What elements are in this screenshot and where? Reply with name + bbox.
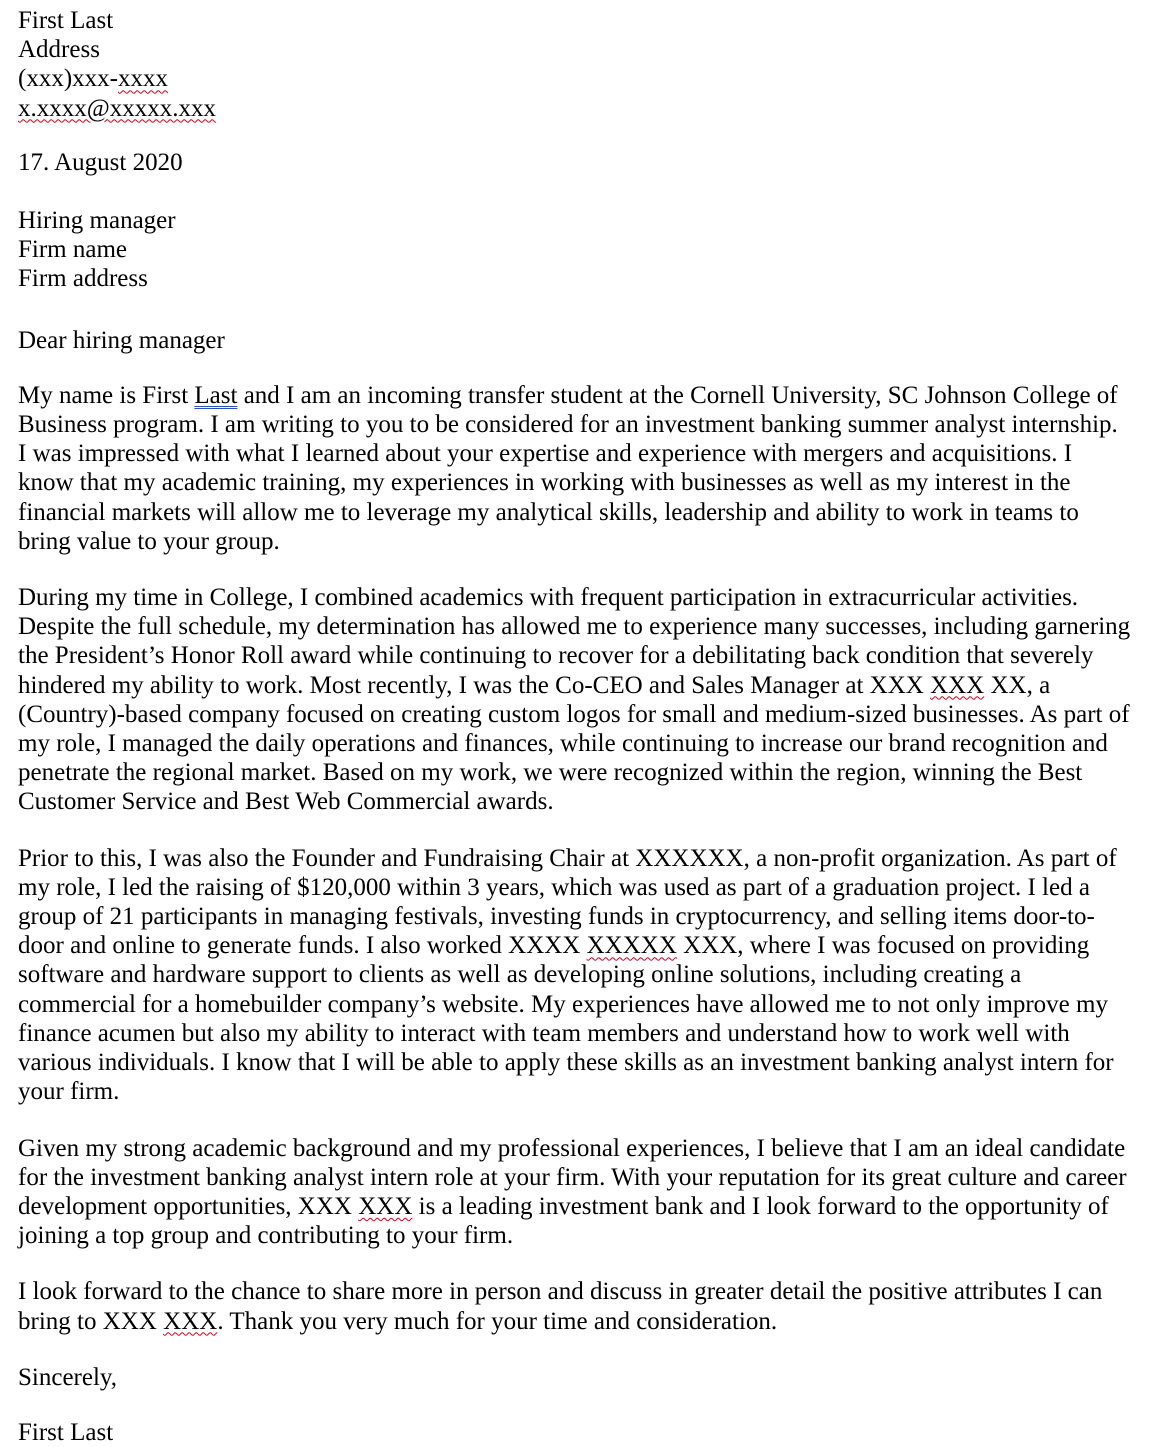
recipient-title: Hiring manager xyxy=(18,207,176,235)
paragraph-line: my role, I led the raising of $120,000 within 3 years, which was used as part of a graduation project. I led a xyxy=(18,873,1090,901)
letter-date: 17. August 2020 xyxy=(18,148,183,176)
paragraph-line: Prior to this, I was also the Founder and Fundraising Chair at XXXXXX, a non-profit organization. As part of xyxy=(18,844,1117,872)
paragraph-line: (Country)-based company focused on creating custom logos for small and medium-sized businesses. As part of xyxy=(18,700,1130,728)
sender-name: First Last xyxy=(18,7,114,34)
recipient-firm: Firm name xyxy=(18,236,128,264)
text-run: is a leading investment bank and I look forward to the opportunity of xyxy=(412,1192,1109,1220)
sender-block xyxy=(18,6,1158,123)
text-run: XXX, where I was focused on providing xyxy=(676,932,1090,960)
paragraph-line: my role, I managed the daily operations and finances, while continuing to increase our brand recognition and xyxy=(18,730,1108,758)
paragraph-line: group of 21 participants in managing festivals, investing funds in cryptocurrency, and selling items door-to- xyxy=(18,903,1095,931)
text-run: hindered my ability to work. Most recently, I was the Co-CEO and Sales Manager at XXX xyxy=(18,671,931,699)
paragraph-line: commercial for a homebuilder company’s website. My experiences have allowed me to not only improve my xyxy=(18,990,1108,1018)
sender-phone-suffix: xxxx xyxy=(117,65,168,93)
text-run: . Thank you very much for your time and consideration. xyxy=(217,1307,778,1335)
paragraph-candidate xyxy=(18,1134,1158,1251)
text-run: and I am an incoming transfer student at the Cornell University, SC Johnson College of xyxy=(237,381,1118,409)
sender-phone-prefix: (xxx)xxx- xyxy=(18,65,118,93)
paragraph-line xyxy=(18,671,1158,700)
sender-address: Address xyxy=(18,36,100,64)
text-run: My name is First xyxy=(18,381,195,409)
text-run-flagged: XXX xyxy=(930,671,985,699)
sender-email-text: x.xxxx@xxxxx.xxx xyxy=(18,94,217,122)
paragraph-line: I look forward to the chance to share more in person and discuss in greater detail the positive attributes I can xyxy=(18,1278,1103,1306)
paragraph-line: bring value to your group. xyxy=(18,527,280,555)
text-run-flagged: XXX xyxy=(163,1307,218,1335)
paragraph-line: Business program. I am writing to you to be considered for an investment banking summer analyst internship. xyxy=(18,411,1118,439)
cover-letter xyxy=(18,6,1158,1447)
paragraph-line xyxy=(18,931,1158,960)
recipient-block xyxy=(18,206,1158,294)
paragraph-closing xyxy=(18,1277,1158,1335)
paragraph-line: joining a top group and contributing to your firm. xyxy=(18,1222,514,1250)
paragraph-line: financial markets will allow me to leverage my analytical skills, leadership and ability to work in teams to xyxy=(18,498,1079,526)
paragraph-line: penetrate the regional market. Based on my work, we were recognized within the region, winning the Best xyxy=(18,759,1083,787)
paragraph-college xyxy=(18,583,1158,817)
paragraph-line: finance acumen but also my ability to interact with team members and understand how to work well with xyxy=(18,1019,1070,1047)
text-run: door and online to generate funds. I also worked XXXX xyxy=(18,932,587,960)
paragraph-line: software and hardware support to clients as well as developing online solutions, including creating a xyxy=(18,961,1022,989)
paragraph-line: know that my academic training, my experiences in working with businesses as well as my interest in the xyxy=(18,469,1071,497)
paragraph-line: Despite the full schedule, my determination has allowed me to experience many successes, including garnering xyxy=(18,613,1131,641)
paragraph-line: for the investment banking analyst intern role at your firm. With your reputation for its great culture and career xyxy=(18,1163,1127,1191)
text-run-flagged: XXX xyxy=(358,1192,413,1220)
paragraph-line: your firm. xyxy=(18,1078,120,1106)
sender-phone xyxy=(18,64,1158,93)
paragraph-intro xyxy=(18,381,1158,556)
paragraph-line: Customer Service and Best Web Commercial awards. xyxy=(18,788,554,816)
paragraph-line: Given my strong academic background and my professional experiences, I believe that I am an ideal candidate xyxy=(18,1134,1126,1162)
signature-name: First Last xyxy=(18,1418,114,1446)
paragraph-line: the President’s Honor Roll award while continuing to recover for a debilitating back condition that severely xyxy=(18,642,1094,670)
text-run: bring to XXX xyxy=(18,1307,164,1335)
recipient-firm-address: Firm address xyxy=(18,265,148,293)
sender-email xyxy=(18,94,1158,123)
paragraph-line: various individuals. I know that I will be able to apply these skills as an investment banking analyst intern for xyxy=(18,1049,1114,1077)
paragraph-line: During my time in College, I combined academics with frequent participation in extracurricular activities. xyxy=(18,584,1079,612)
text-run: development opportunities, XXX xyxy=(18,1192,359,1220)
paragraph-founder xyxy=(18,844,1158,1107)
salutation: Dear hiring manager xyxy=(18,326,225,354)
paragraph-line xyxy=(18,1192,1158,1221)
closing-word: Sincerely, xyxy=(18,1363,118,1391)
paragraph-line xyxy=(18,1307,1158,1336)
text-run: XX, a xyxy=(984,671,1051,699)
paragraph-line: I was impressed with what I learned about your expertise and experience with mergers and acquisitions. I xyxy=(18,440,1073,468)
paragraph-line xyxy=(18,381,1158,410)
text-run-flagged: Last xyxy=(194,381,238,409)
text-run-flagged: XXXXX xyxy=(586,932,677,960)
